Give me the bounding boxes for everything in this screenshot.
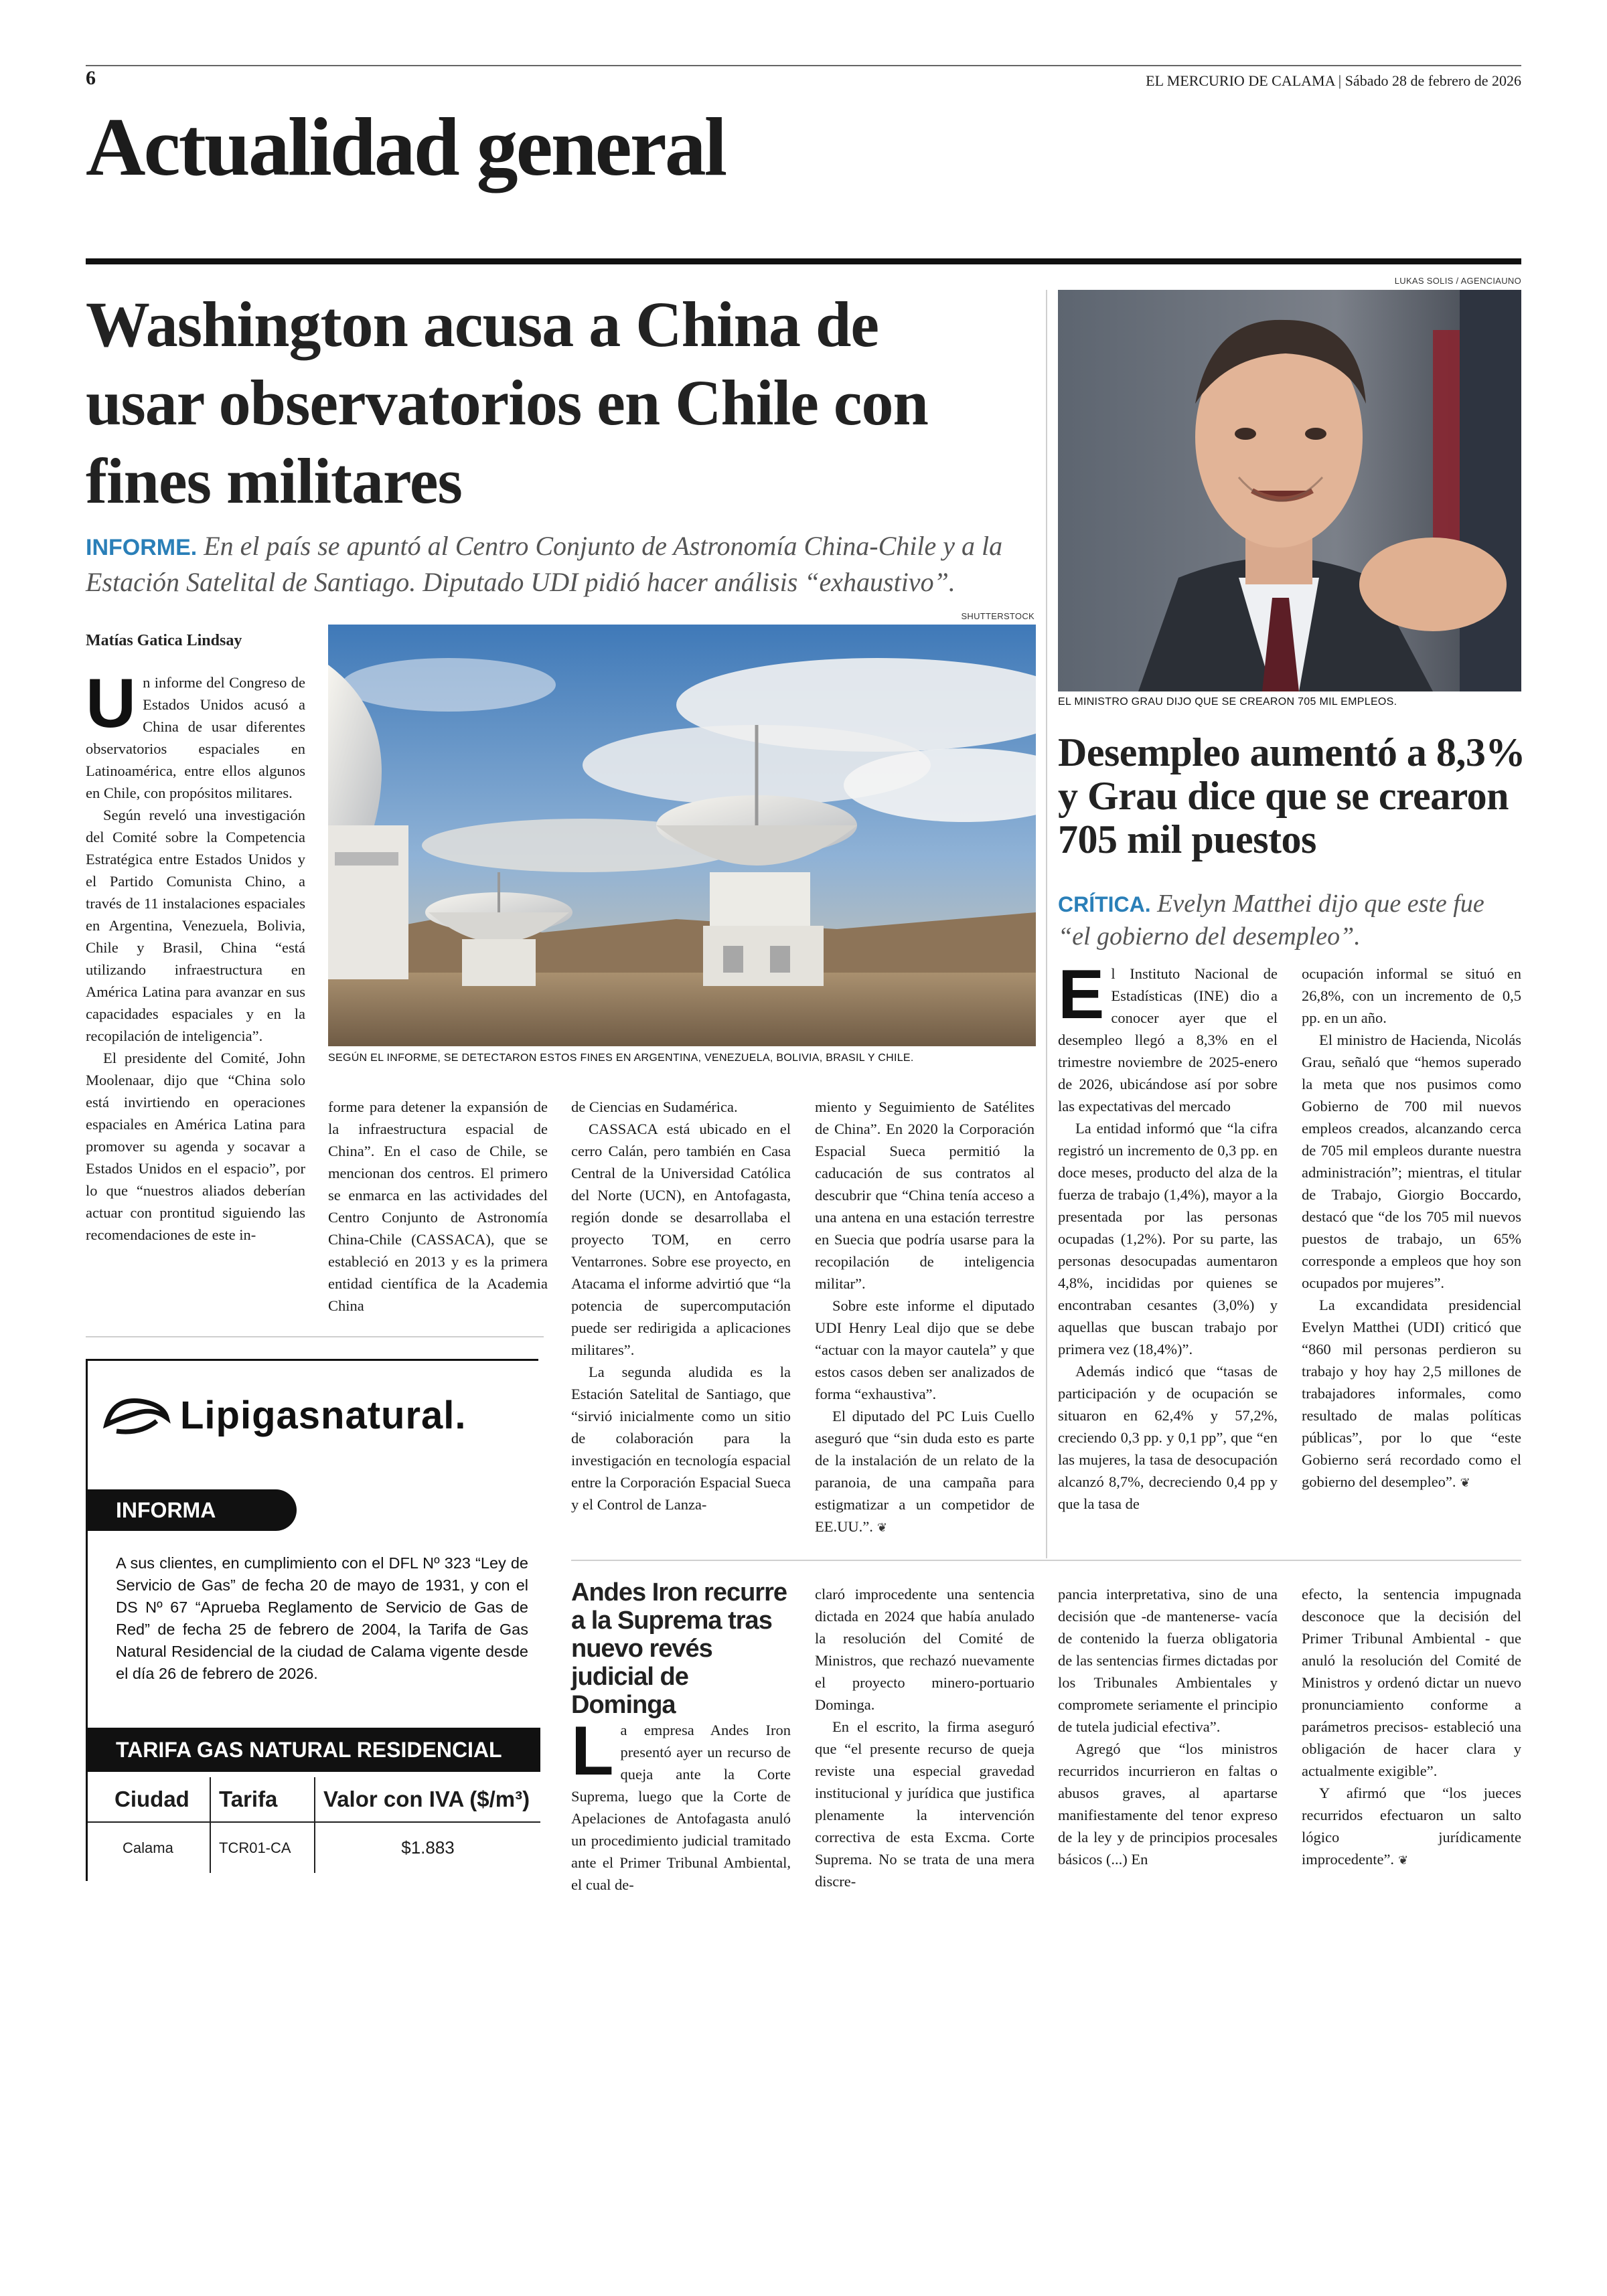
section-rule: [86, 258, 1521, 264]
main-col4-p3: El diputado del PC Luis Cuello aseguró que “sin duda esto es parte de la instalación de un relato de la paranoia, de una campaña para estigmatizar a un competidor de EE.UU.”. ❦: [815, 1408, 1035, 1535]
side-headline: Desempleo aumentó a 8,3% y Grau dice que se crearon 705 mil puestos: [1058, 730, 1525, 862]
bottom-headline: Andes Iron recurre a la Suprema tras nuevo revés judicial de Dominga: [571, 1578, 787, 1719]
ad-top-rule: [86, 1336, 544, 1337]
lipigas-flame-logo-icon: [100, 1388, 180, 1441]
tariff-table-header-row: [88, 1777, 540, 1822]
ad-body: A sus clientes, en cumplimiento con el DFL Nº 323 “Ley de Servicio de Gas” de fecha 20 de mayo de 1931, y con el DS Nº 67 “Aprueba Reglamento de Servicio de Gas de Red” de fecha 25 de febrero de 2004, la Tarifa de Gas Natural Residencial de la ciudad de Calama vigente desde el día 26 de febrero de 2026.: [116, 1554, 528, 1682]
main-col3-p3: La segunda aludida es la Estación Satelital de Santiago, que “sirvió inicialmente como un sitio de colaboración para la investigación en tecnología espacial entre la Corporación Espacial Sueca y el Control de Lanza-: [571, 1364, 791, 1513]
masthead-line: [1146, 72, 1521, 90]
side-drop-cap: E: [1058, 956, 1105, 1034]
main-col3-p2: CASSACA está ubicado en el cerro Calán, pero también en Casa Central de la Universidad Católica del Norte (UCN), en Antofagasta, región donde se desarrollaba el proyecto TOM, en cerro Ventarrones. Sobre ese proyecto, en Atacama el informe advirtió que “la potencia de supercomputación puede ser redirigida a aplicaciones militares”.: [571, 1121, 791, 1358]
side-photo: [1058, 290, 1521, 691]
bottom-col-1: [571, 1712, 791, 1896]
main-photo-credit: SHUTTERSTOCK: [961, 611, 1035, 621]
bottom-col-2: [815, 1583, 1035, 1892]
end-of-article-icon: ❦: [876, 1521, 887, 1535]
main-col-1: [86, 665, 305, 1246]
bottom-col3-p2: Agregó que “los ministros recurridos incurrieron en faltas o abusos graves, al apartarse manifiestamente del tenor expreso de la ley y de principios procesales básicos (...) En: [1058, 1740, 1278, 1868]
main-col1-p3: El presidente del Comité, John Moolenaar, dijo que “China solo está invirtiendo en operaciones espaciales en América Latina para promover su agenda y socavar a Estados Unidos en el espacio”, por lo que “nuestros aliados deberían actuar con prontitud siguiendo las recomendaciones de este in-: [86, 1050, 305, 1243]
side-photo-caption: EL MINISTRO GRAU DIJO QUE SE CREARON 705 MIL EMPLEOS.: [1058, 696, 1397, 708]
ad-table-title: TARIFA GAS NATURAL RESIDENCIAL: [88, 1728, 540, 1772]
side-kicker: CRÍTICA.: [1058, 892, 1151, 916]
bottom-col2-p2: En el escrito, la firma aseguró que “el presente recurso de queja reviste una especial gravedad institucional y jurídica que justifica plenamente la intervención correctiva de esta Excma. Corte Suprema. No se trata de una mera discre-: [815, 1718, 1035, 1890]
side-deck: [1058, 888, 1521, 953]
bottom-col2-p1: claró improcedente una sentencia dictada en 2024 que había anulado la resolución del Comité de Ministros, que rechazó nuevamente el proyecto minero-portuario Dominga.: [815, 1586, 1035, 1713]
main-col2-p1: forme para detener la expansión de la infraestructura espacial de China”. En el caso de Chile, se mencionan dos centros. El primero se enmarca en las actividades del Centro Conjunto de Astronomía China-Chile (CASSACA), que se estableció en 2013 y es la primera entidad científica de la Academia China: [328, 1098, 548, 1314]
side-col1-p1: El Instituto Nacional de Estadísticas (INE) dio a conocer ayer que el desempleo llegó a 8,3% en el trimestre noviembre de 2025-enero de 2026, ubicándose así por sobre las expectativas del mercado: [1058, 956, 1278, 1115]
page-number: 6: [86, 67, 96, 89]
end-of-article-icon: ❦: [1398, 1854, 1409, 1868]
header-rule: [86, 65, 1521, 66]
main-col4-p2: Sobre este informe el diputado UDI Henry Leal dijo que se debe “actuar con la mayor cautela” y que estos casos deben ser analizados de forma “exhaustiva”.: [815, 1297, 1035, 1402]
bottom-col4-p2: Y afirmó que “los jueces recurridos efectuaron un salto lógico jurídicamente improcedente”. ❦: [1302, 1785, 1521, 1868]
main-deck: [86, 529, 1023, 600]
side-col-1: [1058, 956, 1278, 1515]
main-drop-cap: U: [86, 665, 137, 742]
bottom-col-3: [1058, 1583, 1278, 1870]
main-col-3: [571, 1096, 791, 1515]
tariff-cell-tarifa: TCR01-CA: [210, 1822, 315, 1873]
bottom-col4-p1: efecto, la sentencia impugnada desconoce que la decisión del Primer Tribunal Ambiental - que anuló la resolución del Comité de Ministros y ordenó dictar un nuevo pronunciamiento conforme a parámetros precisos- estableció una obligación de hacer clara y actualmente exigible”.: [1302, 1586, 1521, 1779]
lipigas-ad: [86, 1359, 538, 1881]
main-col-2: [328, 1096, 548, 1317]
bottom-drop-cap: L: [571, 1712, 614, 1790]
issue-date: Sábado 28 de febrero de 2026: [1345, 72, 1521, 89]
header-separator: |: [1338, 72, 1345, 89]
bottom-col3-p1: pancia interpretativa, sino de una decisión que -de mantenerse- vacía de contenido la fuerza obligatoria de las sentencias firmes dictadas por los Tribunales Ambientales y compromete seriamente el principio de tutela judicial efectiva”.: [1058, 1586, 1278, 1735]
side-col1-p3: Además indicó que “tasas de participación y de ocupación se situaron en 62,4% y 57,2%, creciendo 0,3 pp. y 0,1 pp”, que “en las mujeres, la tasa de desocupación alcanzó 8,7%, decreciendo 0,4 pp y que la tasa de: [1058, 1363, 1278, 1512]
tariff-header-valor: Valor con IVA ($/m³): [315, 1777, 540, 1822]
bottom-col1-p1: La empresa Andes Iron presentó ayer un recurso de queja ante la Corte Suprema, luego que la Corte de Apelaciones de Antofagasta anuló un procedimiento judicial tramitado ante el Primer Tribunal Ambiental, el cual de-: [571, 1712, 791, 1893]
minister-portrait-image: [1058, 290, 1521, 691]
main-byline: Matías Gatica Lindsay: [86, 632, 242, 649]
bottom-article-rule: [571, 1560, 1521, 1561]
column-divider: [1046, 290, 1047, 1558]
main-col3-p1: de Ciencias en Sudamérica.: [571, 1098, 738, 1115]
side-col2-p3: La excandidata presidencial Evelyn Matthei (UDI) criticó que “860 mil personas perdieron su trabajo y hoy hay 2,5 millones de trabajadores informales, como resultado de malas políticas públicas”, por lo que “este Gobierno será recordado como el gobierno del desempleo”. ❦: [1302, 1297, 1521, 1490]
bottom-col-4: [1302, 1583, 1521, 1872]
side-col2-p2: El ministro de Hacienda, Nicolás Grau, señaló que “hemos superado la meta que nos pusimos como Gobierno de 700 mil nuevos empleos creados, alcanzando cerca de 705 mil empleos durante nuestra administración”; mientras, el titular de Trabajo, Giorgio Boccardo, destacó que “de los 705 mil nuevos puestos de trabajo, un 65% corresponde a empleos que hoy son ocupados por mujeres”.: [1302, 1032, 1521, 1291]
side-deck-text: Evelyn Matthei dijo que este fue “el gobierno del desempleo”.: [1058, 890, 1484, 951]
tariff-header-ciudad: Ciudad: [88, 1777, 210, 1822]
main-col-4: [815, 1096, 1035, 1539]
lipigas-brand: Lipigasnatural.: [180, 1394, 467, 1437]
main-photo: [328, 625, 1036, 1046]
main-col1-p2: Según reveló una investigación del Comité sobre la Competencia Estratégica entre Estados Unidos y el Partido Comunista Chino, a través de 11 instalaciones espaciales en Argentina, Venezuela, Bolivia, Chile y Brasil, China “está utilizando infraestructura en América Latina para avanzar en sus capacidades espaciales y en la recopilación de inteligencia”.: [86, 807, 305, 1044]
table-row: [88, 1822, 540, 1873]
main-photo-caption: SEGÚN EL INFORME, SE DETECTARON ESTOS FINES EN ARGENTINA, VENEZUELA, BOLIVIA, BRASIL Y CHILE.: [328, 1052, 914, 1064]
side-col-2: [1302, 963, 1521, 1494]
lipigas-logo: [100, 1388, 542, 1441]
section-title: Actualidad general: [86, 101, 726, 193]
main-col4-p1: miento y Seguimiento de Satélites de China”. En 2020 la Corporación Espacial Sueca permitió la caducación de sus contratos al descubrir que “China tenía acceso a una antena en una estación terrestre en Suecia que podría usarse para la recopilación de inteligencia militar”.: [815, 1098, 1035, 1292]
side-photo-credit: LUKAS SOLIS / AGENCIAUNO: [1394, 276, 1521, 286]
tariff-table: [88, 1777, 540, 1873]
main-headline: Washington acusa a China de usar observatorios en Chile con fines militares: [86, 289, 928, 517]
ad-informa-tab: INFORMA: [88, 1489, 297, 1531]
main-deck-text: En el país se apuntó al Centro Conjunto de Astronomía China-Chile y a la Estación Satelital de Santiago. Diputado UDI pidió hacer análisis “exhaustivo”.: [86, 531, 1003, 597]
main-col1-p1: Un informe del Congreso de Estados Unidos acusó a China de usar diferentes observatorios espaciales en Latinoamérica, entre ellos algunos en Chile, con propósitos militares.: [86, 665, 305, 801]
end-of-article-icon: ❦: [1460, 1476, 1470, 1490]
observatory-antennas-image: [328, 625, 1036, 1046]
side-col1-p2: La entidad informó que “la cifra registró un incremento de 0,3 pp. en doce meses, producto del alza de la fuerza de trabajo (1,4%), mayor a la presentada por las personas ocupadas (1,2%). Por su parte, las personas desocupadas aumentaron 4,8%, incididas por quienes se encontraban cesantes (3,0%) y aquellas que buscan trabajo por primera vez (18,4%)”.: [1058, 1120, 1278, 1358]
publication-name: EL MERCURIO DE CALAMA: [1146, 72, 1335, 89]
main-kicker: INFORME.: [86, 535, 198, 560]
side-col2-p1: ocupación informal se situó en 26,8%, con un incremento de 0,5 pp. en un año.: [1302, 965, 1521, 1026]
tariff-header-tarifa: Tarifa: [210, 1777, 315, 1822]
tariff-cell-ciudad: Calama: [123, 1839, 173, 1856]
tariff-cell-valor: $1.883: [315, 1822, 540, 1873]
